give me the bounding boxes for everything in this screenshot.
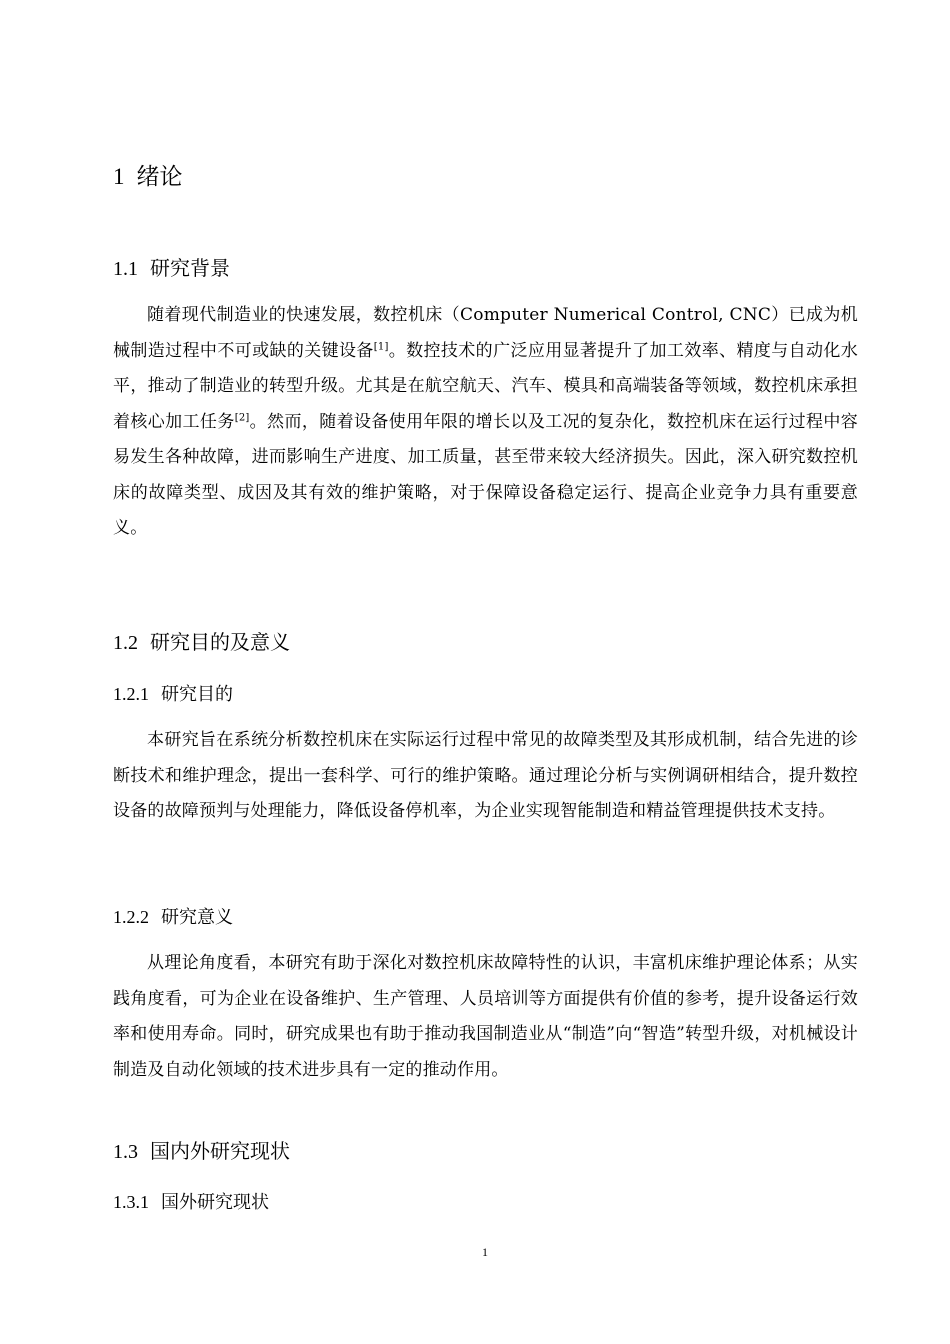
paragraph-purpose: 本研究旨在系统分析数控机床在实际运行过程中常见的故障类型及其形成机制，结合先进的诊断技术和维护理念，提出一套科学、可行的维护策略。通过理论分析与实例调研相结合，提升数控设备的故障预判与处理能力，降低设备停机率，为企业实现智能制造和精益管理提供技术支持。 — [113, 730, 858, 821]
subsection-heading-1-2-2 — [113, 903, 233, 929]
citation-ref: [2] — [234, 411, 250, 423]
paragraph-background — [113, 298, 858, 547]
chapter-number: 1 — [113, 164, 125, 189]
subsection-title: 研究目的 — [161, 684, 233, 705]
page-number: 1 — [482, 1245, 488, 1259]
section-number: 1.3 — [113, 1141, 138, 1163]
section-number: 1.1 — [113, 258, 138, 280]
paragraph-significance: 从理论角度看，本研究有助于深化对数控机床故障特性的认识，丰富机床维护理论体系；从实践角度看，可为企业在设备维护、生产管理、人员培训等方面提供有价值的参考，提升设备运行效率和使用寿命。同时，研究成果也有助于推动我国制造业从“制造”向“智造”转型升级，对机械设计制造及自动化领域的技术进步具有一定的推动作用。 — [113, 953, 858, 1080]
subsection-title: 研究意义 — [161, 907, 233, 928]
paragraph-text: 。数控技术的广泛应用显著提升了加工效率、精度与自动化水平，推动了制造业的转型升级。尤其是在航空航天、汽车、模具和高端装备等领域，数控机床承担着核心加工任务 — [113, 340, 858, 432]
section-title: 国内外研究现状 — [150, 1139, 290, 1163]
subsection-number: 1.3.1 — [113, 1192, 149, 1212]
subsection-heading-1-3-1 — [113, 1188, 269, 1214]
subsection-number: 1.2.2 — [113, 907, 149, 927]
subsection-number: 1.2.1 — [113, 684, 149, 704]
paragraph-text: 。然而，随着设备使用年限的增长以及工况的复杂化，数控机床在运行过程中容易发生各种故障，进而影响生产进度、加工质量，甚至带来较大经济损失。因此，深入研究数控机床的故障类型、成因及其有效的维护策略，对于保障设备稳定运行、提高企业竞争力具有重要意义。 — [113, 411, 859, 538]
subsection-heading-1-2-1 — [113, 680, 233, 706]
section-heading-1-1 — [113, 252, 230, 281]
paragraph-text: 随着现代制造业的快速发展，数控机床（Computer Numerical Control, CNC）已成为机械制造过程中不可或缺的关键设备 — [113, 305, 858, 361]
chapter-heading — [113, 158, 183, 191]
section-title: 研究目的及意义 — [150, 630, 290, 654]
chapter-title: 绪论 — [136, 164, 183, 190]
section-number: 1.2 — [113, 632, 138, 654]
section-title: 研究背景 — [150, 256, 230, 280]
subsection-title: 国外研究现状 — [161, 1192, 269, 1213]
section-heading-1-2 — [113, 626, 290, 655]
section-heading-1-3 — [113, 1135, 290, 1164]
citation-ref: [1] — [373, 340, 389, 352]
